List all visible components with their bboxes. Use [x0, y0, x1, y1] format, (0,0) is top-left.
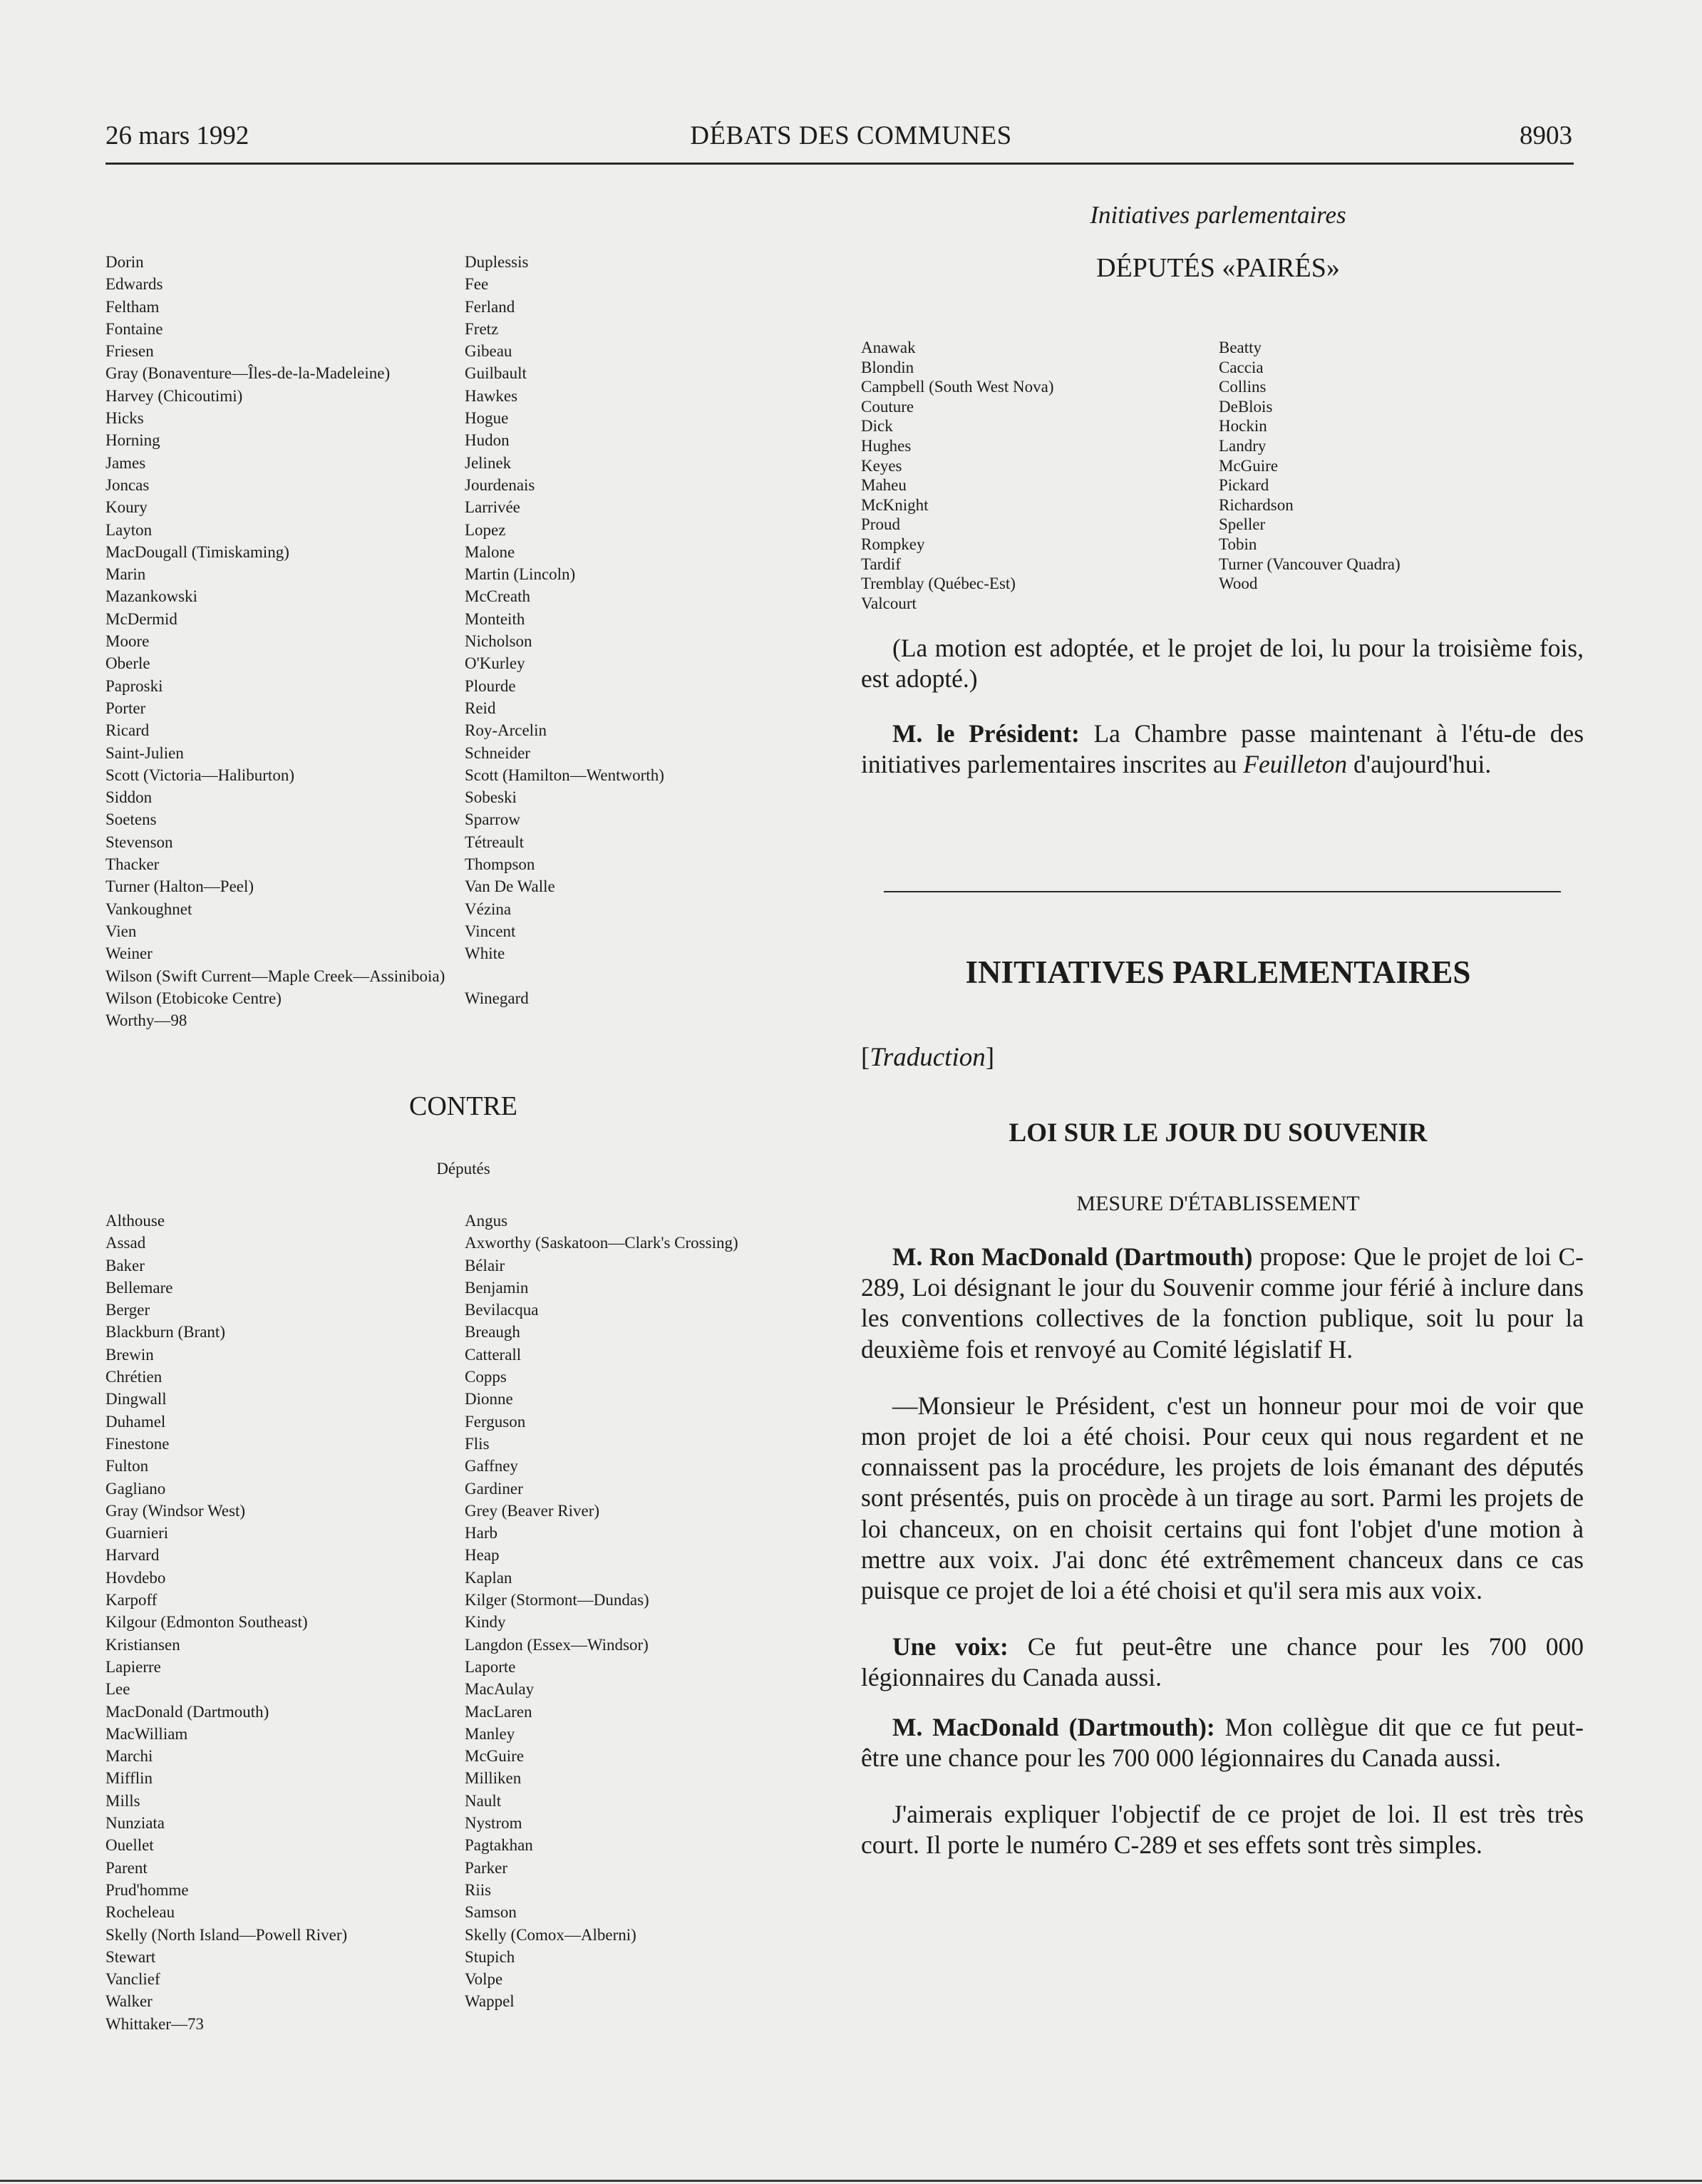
p5-text: J'aimerais expliquer l'objectif de ce projet de loi. Il est très très court. Il porte le numéro C-289 et ses effets sont très simples.: [861, 1800, 1584, 1860]
member-name: Edwards: [105, 275, 163, 294]
member-name: McCreath: [465, 587, 530, 606]
member-name: Horning: [105, 431, 160, 450]
member-name: Jelinek: [465, 453, 512, 472]
member-name: Ferland: [465, 297, 515, 316]
paired-heading: DÉPUTÉS «PAIRÉS»: [1096, 253, 1340, 283]
speaker-label: M. le Président:: [892, 719, 1080, 748]
member-name: [465, 965, 821, 987]
member-name: Dionne: [465, 1390, 513, 1408]
member-name: James: [105, 453, 146, 472]
feuilleton-italic: Feuilleton: [1243, 750, 1348, 779]
member-name: Collins: [1219, 378, 1267, 396]
member-name: Larrivée: [465, 498, 520, 517]
member-name: Paproski: [105, 676, 163, 695]
main-section-heading: INITIATIVES PARLEMENTAIRES: [965, 954, 1471, 990]
member-name: Vézina: [465, 900, 512, 918]
paired-list-column-1: [861, 338, 1217, 613]
contre-subheading: Députés: [436, 1160, 490, 1178]
member-name: Wilson (Etobicoke Centre): [105, 989, 282, 1007]
member-name: Valcourt: [861, 594, 917, 612]
member-name: Benjamin: [465, 1278, 529, 1297]
member-name: Langdon (Essex—Windsor): [465, 1635, 649, 1654]
member-name: Saint-Julien: [105, 743, 184, 762]
member-name: Baker: [105, 1256, 145, 1274]
member-name: MacDougall (Timiskaming): [105, 542, 289, 561]
member-name: Guilbault: [465, 364, 527, 383]
member-name: Scott (Victoria—Haliburton): [105, 766, 294, 784]
member-name: Friesen: [105, 342, 154, 361]
member-name: Joncas: [105, 475, 150, 494]
member-name: Volpe: [465, 1970, 503, 1989]
member-name: Parker: [465, 1858, 508, 1877]
member-name: Mills: [105, 1791, 140, 1810]
member-name: Flis: [465, 1434, 490, 1453]
member-name: Dick: [861, 417, 893, 436]
member-name: Wood: [1219, 575, 1258, 593]
speaker-text-end: d'aujourd'hui.: [1347, 750, 1492, 779]
member-name: Siddon: [105, 788, 153, 807]
header-page-number: 8903: [1520, 121, 1572, 150]
p3-text: Ce fut peut-être une chance pour les 700 000 légionnaires du Canada aussi.: [861, 1632, 1584, 1692]
member-name: Prud'homme: [105, 1880, 189, 1899]
member-name: Assad: [105, 1234, 146, 1252]
member-name: Althouse: [105, 1212, 165, 1230]
member-name: Hawkes: [465, 386, 518, 405]
member-name: Pickard: [1219, 476, 1269, 495]
member-name: Riis: [465, 1880, 492, 1899]
member-name: Blackburn (Brant): [105, 1323, 225, 1341]
member-name: Laporte: [465, 1657, 516, 1676]
member-name: Vankoughnet: [105, 900, 192, 918]
member-name: Lopez: [465, 520, 506, 539]
member-name: Bevilacqua: [465, 1301, 539, 1319]
member-name: Gagliano: [105, 1479, 166, 1498]
member-name: Moore: [105, 632, 150, 651]
member-name: Hogue: [465, 409, 509, 428]
member-name: Berger: [105, 1301, 150, 1319]
member-name: Roy-Arcelin: [465, 721, 547, 740]
member-name: White: [465, 944, 505, 963]
member-name: Gibeau: [465, 342, 512, 361]
member-name: Keyes: [861, 456, 902, 475]
member-name: Skelly (North Island—Powell River): [105, 1925, 348, 1944]
section-divider: [884, 891, 1561, 892]
member-name: Van De Walle: [465, 877, 555, 896]
traduction-label: Traduction: [870, 1043, 986, 1072]
speaker-statement: [861, 718, 1584, 780]
member-name: Gray (Bonaventure—Îles-de-la-Madeleine): [105, 364, 391, 383]
member-name: Ouellet: [105, 1836, 154, 1855]
member-name: Catterall: [465, 1345, 522, 1364]
member-name: Lapierre: [105, 1657, 161, 1676]
member-name: Rocheleau: [105, 1903, 175, 1922]
member-name: Ferguson: [465, 1412, 526, 1431]
member-name: Harvey (Chicoutimi): [105, 386, 243, 405]
contre-list-column-1: [105, 1210, 462, 2035]
member-name: Finestone: [105, 1434, 170, 1453]
member-name: Walker: [105, 1992, 153, 2011]
member-name: Rompkey: [861, 535, 925, 553]
member-name: Marin: [105, 565, 146, 584]
member-name: Dingwall: [105, 1390, 167, 1408]
contre-list-column-2: [465, 1210, 821, 2013]
member-name: Samson: [465, 1903, 517, 1922]
p1-speaker: M. Ron MacDonald (Dartmouth): [892, 1242, 1253, 1271]
member-name: Skelly (Comox—Alberni): [465, 1925, 636, 1944]
member-name: Lee: [105, 1680, 130, 1699]
member-name: MacWilliam: [105, 1724, 188, 1743]
member-name: Stewart: [105, 1947, 156, 1966]
member-name: Tremblay (Québec-Est): [861, 575, 1016, 593]
member-name: Fulton: [105, 1457, 149, 1475]
member-name: Parent: [105, 1858, 148, 1877]
motion-result: [861, 633, 1584, 694]
member-name: MacAulay: [465, 1680, 535, 1699]
member-name: Sobeski: [465, 788, 517, 807]
member-name: Nault: [465, 1791, 502, 1810]
member-name: Manley: [465, 1724, 515, 1743]
member-name: Campbell (South West Nova): [861, 378, 1054, 396]
member-name: Feltham: [105, 297, 160, 316]
member-name: Tobin: [1219, 535, 1257, 553]
member-name: Winegard: [465, 989, 529, 1007]
p3-speaker: Une voix:: [892, 1632, 1009, 1662]
member-name: Hughes: [861, 436, 912, 455]
member-name: Weiner: [105, 944, 153, 963]
member-name: Gardiner: [465, 1479, 523, 1498]
paired-list-column-2: [1219, 338, 1575, 594]
member-name: Worthy—98: [105, 1011, 187, 1030]
member-name: Hudon: [465, 431, 510, 450]
member-name: Kaplan: [465, 1568, 512, 1587]
member-name: Sparrow: [465, 810, 520, 829]
member-name: Gray (Windsor West): [105, 1501, 246, 1520]
member-name: DeBlois: [1219, 397, 1273, 416]
member-name: Fontaine: [105, 319, 163, 338]
member-name: Heap: [465, 1546, 500, 1565]
member-name: Wappel: [465, 1992, 515, 2011]
member-name: Beatty: [1219, 339, 1262, 356]
member-name: Brewin: [105, 1345, 154, 1364]
member-name: Wilson (Swift Current—Maple Creek—Assiniboia): [105, 967, 445, 985]
member-name: McGuire: [465, 1747, 525, 1766]
member-name: Axworthy (Saskatoon—Clark's Crossing): [465, 1234, 738, 1252]
member-name: Bellemare: [105, 1278, 173, 1297]
member-name: Richardson: [1219, 495, 1294, 514]
p4-speaker: M. MacDonald (Dartmouth):: [892, 1712, 1215, 1741]
member-name: Milliken: [465, 1769, 522, 1788]
member-name: Caccia: [1219, 358, 1264, 376]
member-name: Pagtakhan: [465, 1836, 533, 1855]
member-name: Dorin: [105, 253, 144, 271]
member-name: Chrétien: [105, 1368, 163, 1386]
member-name: McDermid: [105, 609, 177, 628]
member-name: Scott (Hamilton—Wentworth): [465, 766, 664, 784]
member-name: Vanclief: [105, 1970, 160, 1989]
bill-subtitle: MESURE D'ÉTABLISSEMENT: [1076, 1192, 1360, 1215]
pour-list-column-2: [465, 251, 821, 1009]
motion-text: (La motion est adoptée, et le projet de loi, lu pour la troisième fois, est adopté.): [861, 634, 1584, 694]
contre-heading: CONTRE: [409, 1091, 517, 1121]
member-name: Couture: [861, 397, 914, 416]
member-name: Kilger (Stormont—Dundas): [465, 1591, 649, 1609]
member-name: Stevenson: [105, 833, 173, 851]
member-name: Martin (Lincoln): [465, 565, 576, 584]
member-name: Thompson: [465, 855, 535, 874]
member-name: Fee: [465, 275, 489, 294]
member-name: Karpoff: [105, 1591, 158, 1609]
member-name: Stupich: [465, 1947, 515, 1966]
member-name: Thacker: [105, 855, 160, 874]
member-name: Kilgour (Edmonton Southeast): [105, 1613, 308, 1632]
debate-body: [861, 1242, 1584, 1860]
member-name: Nicholson: [465, 632, 532, 651]
member-name: Ricard: [105, 721, 150, 740]
member-name: Malone: [465, 542, 515, 561]
pour-list-column-1: [105, 251, 462, 1031]
member-name: Whittaker—73: [105, 2014, 204, 2033]
p2-text: —Monsieur le Président, c'est un honneur pour moi de voir que mon projet de loi a été choisi. Pour ceux qui nous regardent et ne connaissent pas la procédure, les projets de lois émanant des députés sont présentés, puis on procède à un tirage au sort. Parmi les projets de loi chanceux, on en choisit certains qui font l'objet d'une motion à mettre aux voix. J'ai donc été extrêmement chanceux dans ce cas puisque ce projet de loi a été choisi et qu'il sera mis aux voix.: [861, 1391, 1584, 1605]
member-name: MacDonald (Dartmouth): [105, 1702, 269, 1721]
member-name: Angus: [465, 1212, 508, 1230]
member-name: Blondin: [861, 358, 914, 376]
member-name: Speller: [1219, 515, 1266, 534]
member-name: O'Kurley: [465, 654, 525, 673]
member-name: Harb: [465, 1524, 497, 1542]
member-name: Landry: [1219, 436, 1267, 455]
member-name: Breaugh: [465, 1323, 520, 1341]
member-name: Bélair: [465, 1256, 505, 1274]
member-name: Nystrom: [465, 1814, 522, 1833]
member-name: Marchi: [105, 1747, 153, 1766]
member-name: Tétreault: [465, 833, 525, 851]
member-name: Kindy: [465, 1613, 506, 1632]
member-name: Tardif: [861, 555, 901, 573]
member-name: Reid: [465, 699, 496, 717]
member-name: MacLaren: [465, 1702, 532, 1721]
member-name: Turner (Vancouver Quadra): [1219, 555, 1401, 573]
member-name: McKnight: [861, 495, 929, 514]
member-name: Mazankowski: [105, 587, 198, 606]
member-name: Fretz: [465, 319, 499, 338]
member-name: Layton: [105, 520, 153, 539]
member-name: Porter: [105, 699, 146, 717]
member-name: Harvard: [105, 1546, 160, 1565]
member-name: Anawak: [861, 339, 916, 356]
scan-bottom-edge: [0, 2180, 1702, 2182]
member-name: Hicks: [105, 409, 144, 428]
member-name: Hockin: [1219, 417, 1267, 436]
member-name: Koury: [105, 498, 148, 517]
speaker-text: La Chambre passe maintenant à l'étu-de des initiatives parlementaires inscrites au: [861, 719, 1584, 779]
member-name: Schneider: [465, 743, 530, 762]
member-name: Hovdebo: [105, 1568, 166, 1587]
member-name: Duhamel: [105, 1412, 166, 1431]
member-name: Grey (Beaver River): [465, 1501, 600, 1520]
header-title: DÉBATS DES COMMUNES: [690, 121, 1012, 150]
bill-title: LOI SUR LE JOUR DU SOUVENIR: [1009, 1118, 1428, 1148]
member-name: Jourdenais: [465, 475, 535, 494]
member-name: Maheu: [861, 476, 907, 495]
member-name: Duplessis: [465, 253, 529, 271]
member-name: Monteith: [465, 609, 525, 628]
header-rule: [105, 163, 1574, 165]
member-name: McGuire: [1219, 456, 1279, 475]
member-name: Proud: [861, 515, 900, 534]
member-name: Turner (Halton—Peel): [105, 877, 254, 896]
member-name: Vincent: [465, 922, 516, 940]
member-name: Mifflin: [105, 1769, 153, 1788]
traduction-note: [Traduction]: [861, 1043, 995, 1072]
p1-text: propose: Que le projet de loi C-289, Loi désignant le jour du Souvenir comme jour férié à inclure dans les conventions collectives de la fonction publique, soit lu pour la deuxième fois et renvoyé au Comité législatif H.: [861, 1242, 1584, 1364]
running-section-title: Initiatives parlementaires: [1090, 201, 1346, 229]
member-name: Oberle: [105, 654, 150, 673]
header-date: 26 mars 1992: [105, 121, 249, 150]
member-name: Plourde: [465, 676, 516, 695]
member-name: Gaffney: [465, 1457, 518, 1475]
member-name: Copps: [465, 1368, 507, 1386]
member-name: Nunziata: [105, 1814, 165, 1833]
member-name: Soetens: [105, 810, 157, 829]
member-name: Vien: [105, 922, 137, 940]
member-name: Guarnieri: [105, 1524, 169, 1542]
member-name: Kristiansen: [105, 1635, 180, 1654]
p4-text: Mon collègue dit que ce fut peut-être une chance pour les 700 000 légionnaires du Canada aussi.: [861, 1712, 1584, 1772]
